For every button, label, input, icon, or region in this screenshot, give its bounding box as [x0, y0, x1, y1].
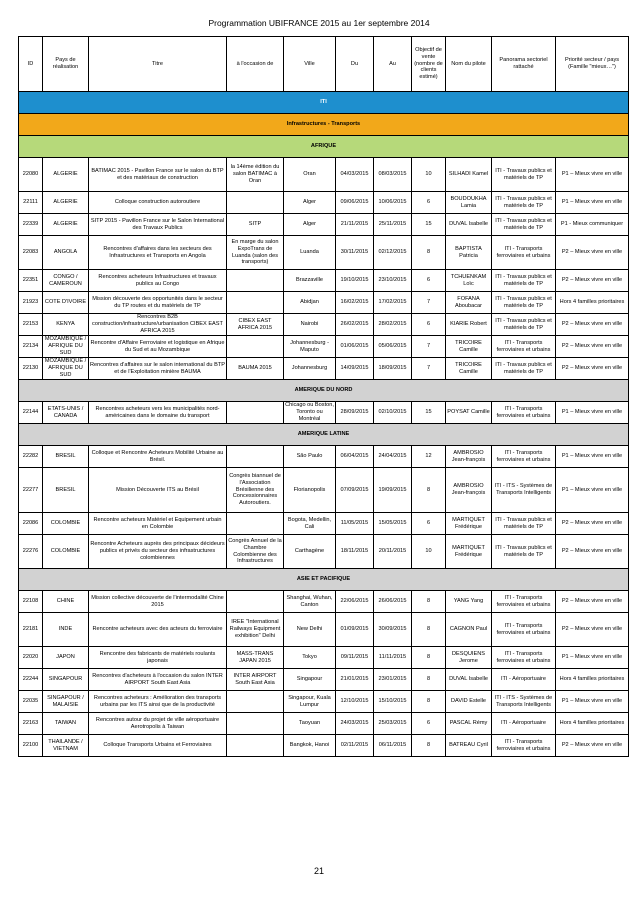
cell-priority: P2 – Mieux vivre en ville	[556, 336, 629, 358]
cell-target: 6	[412, 314, 446, 336]
table-row	[19, 513, 629, 535]
cell-sector: ITI - Travaux publics et matériels de TP	[492, 214, 556, 236]
cell-sector: ITI - Transports ferroviaires et urbains	[492, 446, 556, 468]
cell-country: ALGERIE	[43, 214, 89, 236]
cell-to: 25/03/2015	[374, 713, 412, 735]
cell-from: 02/11/2015	[336, 735, 374, 757]
cell-to: 11/11/2015	[374, 647, 412, 669]
cell-id: 22100	[19, 735, 43, 757]
cell-from: 04/03/2015	[336, 158, 374, 192]
cell-title: Rencontre d'Affaire Ferroviaire et logistique en Afrique du Sud et au Mozambique	[89, 336, 227, 358]
cell-target: 8	[412, 236, 446, 270]
cell-city: Bangkok, Hanoi	[284, 735, 336, 757]
page-number: 21	[313, 866, 324, 876]
col-city: Ville	[284, 37, 336, 92]
cell-country: CONGO / CAMEROUN	[43, 270, 89, 292]
cell-title: Rencontres acheteurs Infrastructures et travaux publics au Congo	[89, 270, 227, 292]
cell-priority: P1 – Mieux vivre en ville	[556, 647, 629, 669]
cell-city: Abidjan	[284, 292, 336, 314]
cell-country: TAIWAN	[43, 713, 89, 735]
cell-to: 18/09/2015	[374, 358, 412, 380]
col-priority: Priorité secteur / pays (Famille "mieux…")	[556, 37, 629, 92]
cell-title: Mission Découverte ITS au Brésil	[89, 468, 227, 513]
cell-sector: ITI - Travaux publics et matériels de TP	[492, 314, 556, 336]
cell-city: Singapour, Kuala Lumpur	[284, 691, 336, 713]
cell-to: 23/01/2015	[374, 669, 412, 691]
cell-city: Shanghai, Wuhan, Canton	[284, 591, 336, 613]
cell-country: THAILANDE / VIETNAM	[43, 735, 89, 757]
cell-pilot: DESQUIENS Jerome	[446, 647, 492, 669]
cell-title: Rencontre Acheteurs auprès des principaux décideurs publics et privés du secteur des infrastructures colombiennes	[89, 535, 227, 569]
cell-occasion	[227, 591, 284, 613]
col-sector: Panorama sectoriel rattaché	[492, 37, 556, 92]
cell-target: 15	[412, 214, 446, 236]
col-id: ID	[19, 37, 43, 92]
cell-to: 15/05/2015	[374, 513, 412, 535]
cell-to: 17/02/2015	[374, 292, 412, 314]
cell-pilot: BATREAU Cyril	[446, 735, 492, 757]
cell-pilot: SILHADI Kamel	[446, 158, 492, 192]
cell-occasion	[227, 513, 284, 535]
cell-sector: ITI - Transports ferroviaires et urbains	[492, 236, 556, 270]
cell-from: 21/11/2015	[336, 214, 374, 236]
cell-pilot: PASCAL Rémy	[446, 713, 492, 735]
cell-target: 6	[412, 270, 446, 292]
cell-title: Rencontres d'affaires sur le salon international du BTP et de l'Exploitation minière BAUMA	[89, 358, 227, 380]
cell-pilot: FOFANA Aboubacar	[446, 292, 492, 314]
section-infrastructures	[19, 114, 629, 136]
cell-title: Rencontre acheteurs avec des acteurs du ferroviaire	[89, 613, 227, 647]
cell-id: 22181	[19, 613, 43, 647]
section-asie-pacifique	[19, 569, 629, 591]
cell-priority: Hors 4 familles prioritaires	[556, 669, 629, 691]
cell-sector: ITI - Travaux publics et matériels de TP	[492, 535, 556, 569]
cell-to: 02/12/2015	[374, 236, 412, 270]
col-target: Objectif de vente (nombre de clients estimé)	[412, 37, 446, 92]
section-amerique-latine-label: AMERIQUE LATINE	[19, 424, 629, 446]
cell-pilot: AMBROSIO Jean-françois	[446, 446, 492, 468]
cell-city: Bogota, Medellin, Cali	[284, 513, 336, 535]
cell-country: JAPON	[43, 647, 89, 669]
cell-country: ALGERIE	[43, 158, 89, 192]
cell-from: 07/09/2015	[336, 468, 374, 513]
table-row	[19, 192, 629, 214]
cell-from: 22/06/2015	[336, 591, 374, 613]
table-row	[19, 647, 629, 669]
cell-target: 8	[412, 613, 446, 647]
cell-sector: ITI - Travaux publics et matériels de TP	[492, 513, 556, 535]
cell-city: São Paulo	[284, 446, 336, 468]
cell-to: 08/03/2015	[374, 158, 412, 192]
table-row	[19, 446, 629, 468]
cell-priority: P2 – Mieux vivre en ville	[556, 236, 629, 270]
cell-priority: Hors 4 familles prioritaires	[556, 292, 629, 314]
cell-occasion	[227, 270, 284, 292]
cell-from: 30/11/2015	[336, 236, 374, 270]
cell-to: 06/11/2015	[374, 735, 412, 757]
cell-id: 22035	[19, 691, 43, 713]
cell-title: BATIMAC 2015 - Pavillon France sur le salon du BTP et des matériaux de construction	[89, 158, 227, 192]
cell-title: Rencontre des fabricants de matériels roulants japonais	[89, 647, 227, 669]
header-row	[19, 37, 629, 92]
col-from: Du	[336, 37, 374, 92]
col-country: Pays de réalisation	[43, 37, 89, 92]
cell-target: 15	[412, 402, 446, 424]
cell-id: 22134	[19, 336, 43, 358]
cell-pilot: MARTIQUET Frédérique	[446, 513, 492, 535]
cell-country: INDE	[43, 613, 89, 647]
cell-priority: P1 – Mieux vivre en ville	[556, 691, 629, 713]
cell-sector: ITI - Aéroportuaire	[492, 669, 556, 691]
cell-country: SINGAPOUR	[43, 669, 89, 691]
cell-sector: ITI - Aéroportuaire	[492, 713, 556, 735]
cell-target: 10	[412, 535, 446, 569]
cell-from: 14/09/2015	[336, 358, 374, 380]
cell-from: 11/05/2015	[336, 513, 374, 535]
cell-id: 22080	[19, 158, 43, 192]
table-row	[19, 292, 629, 314]
cell-country: MOZAMBIQUE / AFRIQUE DU SUD	[43, 358, 89, 380]
table-body	[19, 92, 629, 757]
cell-country: ALGERIE	[43, 192, 89, 214]
cell-id: 22277	[19, 468, 43, 513]
cell-id: 22108	[19, 591, 43, 613]
cell-title: Colloque Transports Urbains et Ferroviaires	[89, 735, 227, 757]
col-title: Titre	[89, 37, 227, 92]
cell-city: Alger	[284, 192, 336, 214]
cell-city: Nairobi	[284, 314, 336, 336]
cell-country: ETATS-UNIS / CANADA	[43, 402, 89, 424]
cell-pilot: TCHUENKAM Loïc	[446, 270, 492, 292]
cell-title: Colloque construction autoroutiere	[89, 192, 227, 214]
cell-target: 8	[412, 647, 446, 669]
table-row	[19, 236, 629, 270]
cell-from: 01/09/2015	[336, 613, 374, 647]
cell-occasion: En marge du salon ExpoTrans de Luanda (salon des transports)	[227, 236, 284, 270]
cell-pilot: DUVAL Isabelle	[446, 214, 492, 236]
table-row	[19, 669, 629, 691]
table-row	[19, 591, 629, 613]
document-title: Programmation UBIFRANCE 2015 au 1er septembre 2014	[208, 18, 430, 28]
cell-id: 22276	[19, 535, 43, 569]
col-occasion: à l'occasion de	[227, 37, 284, 92]
cell-from: 19/10/2015	[336, 270, 374, 292]
cell-from: 09/06/2015	[336, 192, 374, 214]
cell-title: Mission découverte des opportunités dans le secteur du TP routes et du matériels de TP	[89, 292, 227, 314]
cell-city: Tokyo	[284, 647, 336, 669]
cell-country: BRESIL	[43, 446, 89, 468]
cell-country: COLOMBIE	[43, 513, 89, 535]
cell-country: SINGAPOUR / MALAISIE	[43, 691, 89, 713]
section-amerique-du-nord	[19, 380, 629, 402]
cell-id: 22339	[19, 214, 43, 236]
cell-from: 06/04/2015	[336, 446, 374, 468]
cell-occasion	[227, 292, 284, 314]
cell-id: 22144	[19, 402, 43, 424]
cell-title: Rencontres d'acheteurs à l'occasion du salon INTER AIRPORT South East Asia	[89, 669, 227, 691]
cell-target: 6	[412, 192, 446, 214]
cell-city: Chicago ou Boston, Toronto ou Montréal	[285, 402, 334, 422]
cell-pilot: TRICOIRE Camille	[446, 336, 492, 358]
cell-sector: ITI - Transports ferroviaires et urbains	[492, 402, 556, 424]
cell-target: 6	[412, 513, 446, 535]
cell-title: Rencontres B2B construction/infrastructure/urbanisation CIBEX EAST AFRICA 2015	[89, 314, 227, 336]
cell-to: 25/11/2015	[374, 214, 412, 236]
cell-priority: P1 – Mieux vivre en ville	[556, 402, 629, 424]
section-afrique	[19, 136, 629, 158]
cell-target: 8	[412, 669, 446, 691]
cell-country: BRESIL	[43, 468, 89, 513]
cell-pilot: POYSAT Camille	[446, 402, 492, 424]
cell-sector: ITI - Travaux publics et matériels de TP	[492, 270, 556, 292]
table-row	[19, 402, 629, 424]
cell-priority: P2 – Mieux vivre en ville	[556, 535, 629, 569]
table-row	[19, 270, 629, 292]
cell-country: COTE D'IVOIRE	[43, 292, 89, 314]
cell-occasion	[227, 735, 284, 757]
cell-id: 22020	[19, 647, 43, 669]
section-iti	[19, 92, 629, 114]
cell-priority: P2 – Mieux vivre en ville	[556, 270, 629, 292]
cell-id: 22351	[19, 270, 43, 292]
cell-city: Luanda	[284, 236, 336, 270]
cell-priority: P2 – Mieux vivre en ville	[556, 735, 629, 757]
cell-to: 23/10/2015	[374, 270, 412, 292]
table-row	[19, 336, 629, 358]
cell-occasion	[227, 192, 284, 214]
cell-priority: P2 – Mieux vivre en ville	[556, 358, 629, 380]
cell-pilot: BOUDOUKHA Lamia	[446, 192, 492, 214]
cell-pilot: MARTIQUET Frédérique	[446, 535, 492, 569]
cell-title: SITP 2015 - Pavillon France sur le Salon International des Travaux Publics	[89, 214, 227, 236]
cell-city: Brazzaville	[284, 270, 336, 292]
cell-occasion	[227, 691, 284, 713]
cell-pilot: YANG Yang	[446, 591, 492, 613]
cell-to: 24/04/2015	[374, 446, 412, 468]
cell-pilot: CAGNON Paul	[446, 613, 492, 647]
cell-occasion: Congrès biannuel de l'Association Brésilienne des Concessionnaires Autoroutiers.	[227, 468, 284, 513]
cell-country: MOZAMBIQUE / AFRIQUE DU SUD	[43, 336, 89, 358]
cell-from: 12/10/2015	[336, 691, 374, 713]
cell-city: Alger	[284, 214, 336, 236]
cell-id: 22086	[19, 513, 43, 535]
cell-sector: ITI - Transports ferroviaires et urbains	[492, 735, 556, 757]
cell-pilot: KIARIE Robert	[446, 314, 492, 336]
section-infrastructures-label: Infrastructures - Transports	[19, 114, 629, 136]
cell-sector: ITI - Transports ferroviaires et urbains	[492, 591, 556, 613]
cell-occasion: MASS-TRANS JAPAN 2015	[227, 647, 284, 669]
section-afrique-label: AFRIQUE	[19, 136, 629, 158]
cell-target: 10	[412, 158, 446, 192]
cell-target: 7	[412, 336, 446, 358]
cell-country: COLOMBIE	[43, 535, 89, 569]
cell-from: 18/11/2015	[336, 535, 374, 569]
col-pilot: Nom du pilote	[446, 37, 492, 92]
cell-occasion: la 14ème édition du salon BATIMAC à Oran	[227, 158, 284, 192]
cell-target: 7	[412, 292, 446, 314]
cell-title: Rencontre acheteurs Matériel et Equipement urbain en Colombie	[89, 513, 227, 535]
cell-target: 7	[412, 358, 446, 380]
cell-city: Taoyuan	[284, 713, 336, 735]
cell-title: Rencontres acheteurs : Amélioration des transports urbains par les ITS ainsi que de la productivité	[89, 691, 227, 713]
cell-pilot: TRICOIRE Camille	[446, 358, 492, 380]
cell-occasion: SITP	[227, 214, 284, 236]
cell-sector: ITI - Transports ferroviaires et urbains	[492, 613, 556, 647]
cell-priority: P1 – Mieux vivre en ville	[556, 468, 629, 513]
table-row	[19, 158, 629, 192]
cell-occasion	[227, 402, 284, 424]
table-row	[19, 535, 629, 569]
cell-pilot: BAPTISTA Patricia	[446, 236, 492, 270]
cell-pilot: DUVAL Isabelle	[446, 669, 492, 691]
cell-id: 21923	[19, 292, 43, 314]
cell-city: New Delhi	[284, 613, 336, 647]
cell-title: Rencontres acheteurs vers les municipalités nord-américaines dans le domaine du transport	[89, 402, 227, 424]
cell-occasion: INTER AIRPORT South East Asia	[227, 669, 284, 691]
cell-city: Carthagène	[284, 535, 336, 569]
cell-priority: P2 – Mieux vivre en ville	[556, 513, 629, 535]
col-to: Au	[374, 37, 412, 92]
cell-from: 01/06/2015	[336, 336, 374, 358]
table-row	[19, 214, 629, 236]
cell-country: ANGOLA	[43, 236, 89, 270]
cell-title: Colloque et Rencontre Acheteurs Mobilité Urbaine au Brésil.	[89, 446, 227, 468]
cell-priority: P2 – Mieux vivre en ville	[556, 613, 629, 647]
cell-priority: P2 – Mieux vivre en ville	[556, 314, 629, 336]
cell-sector: ITI - Transports ferroviaires et urbains	[492, 647, 556, 669]
table-row	[19, 735, 629, 757]
cell-country: CHINE	[43, 591, 89, 613]
cell-city: Florianopolis	[284, 468, 336, 513]
cell-occasion: BAUMA 2015	[227, 358, 284, 380]
cell-title: Rencontres autour du projet de ville aéroportuaire Aerotropolis à Taiwan	[89, 713, 227, 735]
cell-pilot: DAVID Estelle	[446, 691, 492, 713]
programme-table	[18, 36, 629, 757]
cell-target: 8	[412, 468, 446, 513]
cell-id: 22111	[19, 192, 43, 214]
cell-to: 19/09/2015	[374, 468, 412, 513]
cell-priority: P1 – Mieux vivre en ville	[556, 192, 629, 214]
cell-from: 21/01/2015	[336, 669, 374, 691]
cell-sector: ITI - ITS - Systèmes de Transports Intelligents	[492, 468, 556, 513]
cell-occasion	[227, 336, 284, 358]
cell-from: 26/02/2015	[336, 314, 374, 336]
cell-to: 26/06/2015	[374, 591, 412, 613]
cell-sector: ITI - Travaux publics et matériels de TP	[492, 158, 556, 192]
cell-target: 6	[412, 713, 446, 735]
cell-city: Johannesburg - Maputo	[284, 336, 336, 358]
cell-priority: Hors 4 familles prioritaires	[556, 713, 629, 735]
section-asie-pacifique-label: ASIE ET PACIFIQUE	[19, 569, 629, 591]
section-amerique-du-nord-label: AMERIQUE DU NORD	[19, 380, 629, 402]
cell-city: Oran	[284, 158, 336, 192]
cell-id: 22153	[19, 314, 43, 336]
cell-pilot: AMBROSIO Jean-françois	[446, 468, 492, 513]
cell-to: 30/09/2015	[374, 613, 412, 647]
cell-id: 22130	[19, 358, 43, 380]
cell-from: 09/11/2015	[336, 647, 374, 669]
cell-target: 8	[412, 691, 446, 713]
cell-city: Singapour	[284, 669, 336, 691]
cell-occasion: IREE "International Railways Equipment exhibition" Delhi	[227, 613, 284, 647]
cell-to: 15/10/2015	[374, 691, 412, 713]
cell-id: 22282	[19, 446, 43, 468]
cell-id: 22163	[19, 713, 43, 735]
cell-from: 16/02/2015	[336, 292, 374, 314]
cell-title: Rencontres d'affaires dans les secteurs des Infrastructures et Transports en Angola	[89, 236, 227, 270]
table-row	[19, 613, 629, 647]
cell-occasion	[227, 713, 284, 735]
table-row	[19, 358, 629, 380]
cell-target: 8	[412, 591, 446, 613]
cell-sector: ITI - Travaux publics et matériels de TP	[492, 292, 556, 314]
table-row	[19, 713, 629, 735]
cell-priority: P1 - Mieux communiquer	[556, 214, 629, 236]
cell-sector: ITI - Travaux publics et matériels de TP	[492, 192, 556, 214]
cell-from: 24/03/2015	[336, 713, 374, 735]
cell-city: Johannesburg	[284, 358, 336, 380]
cell-id: 22244	[19, 669, 43, 691]
table-row	[19, 691, 629, 713]
cell-sector: ITI - Travaux publics et matériels de TP	[492, 358, 556, 380]
cell-priority: P1 – Mieux vivre en ville	[556, 158, 629, 192]
table-row	[19, 468, 629, 513]
cell-country: KENYA	[43, 314, 89, 336]
section-iti-label: ITI	[19, 92, 629, 114]
cell-to: 20/11/2015	[374, 535, 412, 569]
cell-sector: ITI - ITS - Systèmes de Transports Intelligents	[492, 691, 556, 713]
cell-occasion: Congrès Annuel de la Chambre Colombienne des Infrastructures	[227, 535, 284, 569]
cell-priority: P2 – Mieux vivre en ville	[556, 591, 629, 613]
section-amerique-latine	[19, 424, 629, 446]
cell-id: 22083	[19, 236, 43, 270]
table-row	[19, 314, 629, 336]
cell-occasion: CIBEX EAST AFRICA 2015	[227, 314, 284, 336]
cell-title: Mission collective découverte de l'intermodalité Chine 2015	[89, 591, 227, 613]
cell-target: 12	[412, 446, 446, 468]
cell-occasion	[227, 446, 284, 468]
cell-priority: P1 – Mieux vivre en ville	[556, 446, 629, 468]
cell-to: 05/06/2015	[374, 336, 412, 358]
cell-to: 02/10/2015	[374, 402, 412, 424]
cell-to: 10/06/2015	[374, 192, 412, 214]
cell-sector: ITI - Transports ferroviaires et urbains	[492, 336, 556, 358]
cell-from: 28/09/2015	[336, 402, 374, 424]
cell-target: 8	[412, 735, 446, 757]
cell-to: 28/02/2015	[374, 314, 412, 336]
